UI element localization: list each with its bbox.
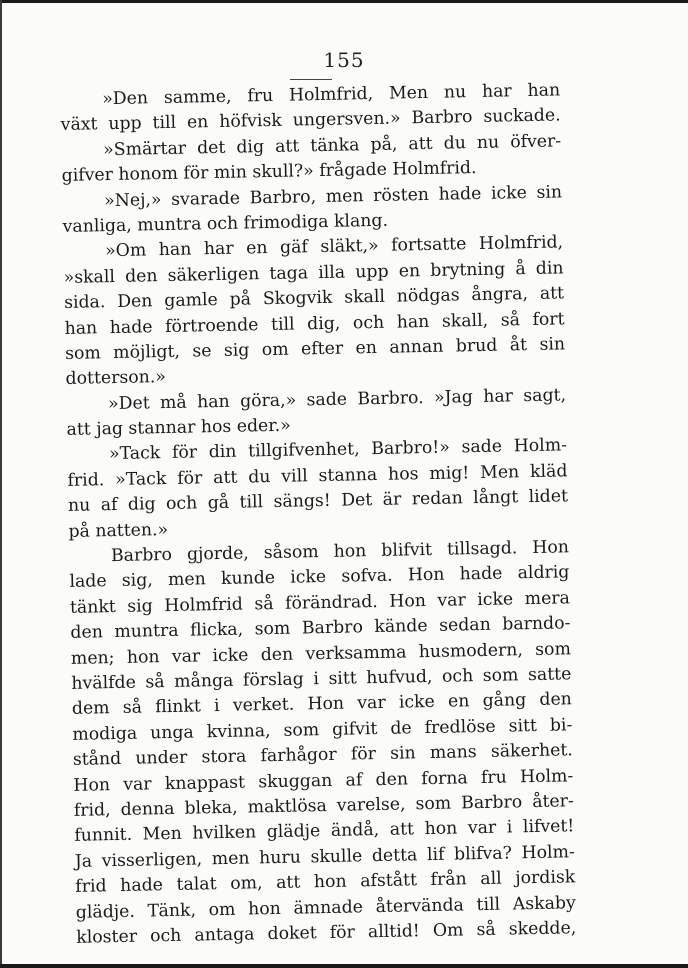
text-line: Ja visserligen, men huru skulle detta lif blifva? Holm- bbox=[74, 841, 575, 872]
text-line: kloster och antaga doket för alltid! Om så skedde, bbox=[76, 918, 577, 948]
text-line: Hon var knappast skuggan af den forna fru Holm- bbox=[73, 765, 574, 796]
page-number: 155 bbox=[323, 48, 365, 72]
text-line: att jag stannar hos eder.» bbox=[66, 415, 291, 441]
text-line: växt upp till en höfvisk ungersven.» Barbro suckade. bbox=[60, 105, 561, 136]
text-line: frid, denna bleka, maktlösa varelse, som Barbro åter- bbox=[73, 791, 574, 821]
left-border bbox=[0, 0, 2, 968]
text-line: »Det må han göra,» sade Barbro. »Jag har sagt, bbox=[107, 385, 567, 414]
text-line: den muntra flicka, som Barbro kände sedan barndo- bbox=[70, 613, 571, 644]
text-line: vanliga, muntra och frimodiga klang. bbox=[62, 210, 389, 237]
text-line: gifver honom för min skull?» frågade Holmfrid. bbox=[61, 158, 477, 187]
text-line: »skall den säkerligen taga illa upp en brytning å din bbox=[63, 258, 564, 288]
text-line: glädje. Tänk, om hon ämnade återvända till Askaby bbox=[75, 892, 576, 923]
text-line: modiga unga kvinna, som gifvit de fredlöse sitt bi- bbox=[72, 715, 573, 745]
text-line: dem så flinkt i verket. Hon var icke en gång den bbox=[71, 689, 573, 720]
text-line: hvälfde så många förslag i sitt hufvud, och som satte bbox=[71, 664, 572, 694]
text-line: han hade förtroende till dig, och han skall, så fort bbox=[64, 308, 565, 339]
text-line: »Tack för din tillgifvenhet, Barbro!» sade Holm- bbox=[108, 435, 568, 465]
text-line: frid. »Tack för att du vill stanna hos mig! Men kläd bbox=[67, 461, 568, 491]
text-line: sida. Den gamle på Skogvik skall nödgas ångra, att bbox=[63, 283, 565, 314]
text-line: »Den samme, fru Holmfrid, Men nu har han bbox=[102, 80, 561, 110]
text-line: stånd under stora farhågor för sin mans säkerhet. bbox=[72, 740, 574, 771]
text-line: »Nej,» svarade Barbro, men rösten hade icke sin bbox=[103, 181, 563, 211]
text-line: dotterson.» bbox=[65, 367, 167, 390]
text-line: »Om han har en gäf släkt,» fortsatte Holmfrid, bbox=[104, 232, 564, 262]
bottom-border bbox=[0, 964, 688, 968]
page-number-rule bbox=[290, 79, 332, 80]
text-line: men; hon var icke den verksamma husmodern, som bbox=[70, 638, 572, 669]
text-line: som möjligt, se sig om efter en annan brud åt sin bbox=[64, 334, 566, 364]
text-line: lade sig, men kunde icke sofva. Hon hade aldrig bbox=[69, 562, 570, 593]
text-line: frid hade talat om, att hon afstått från all jordisk bbox=[75, 867, 576, 897]
top-border bbox=[0, 0, 688, 3]
text-line: Barbro gjorde, såsom hon blifvit tillsagd. Hon bbox=[110, 537, 570, 567]
text-line: på natten.» bbox=[68, 519, 169, 542]
text-line: nu af dig och gå till sängs! Det är redan långt lidet bbox=[67, 486, 569, 517]
text-line: tänkt sig Holmfrid så förändrad. Hon var icke mera bbox=[69, 588, 571, 618]
text-line: »Smärtar det dig att tänka på, att du nu öfver- bbox=[103, 131, 562, 160]
text-line: funnit. Men hvilken glädje ändå, att hon var i lifvet! bbox=[74, 816, 575, 847]
body-text bbox=[60, 78, 576, 951]
